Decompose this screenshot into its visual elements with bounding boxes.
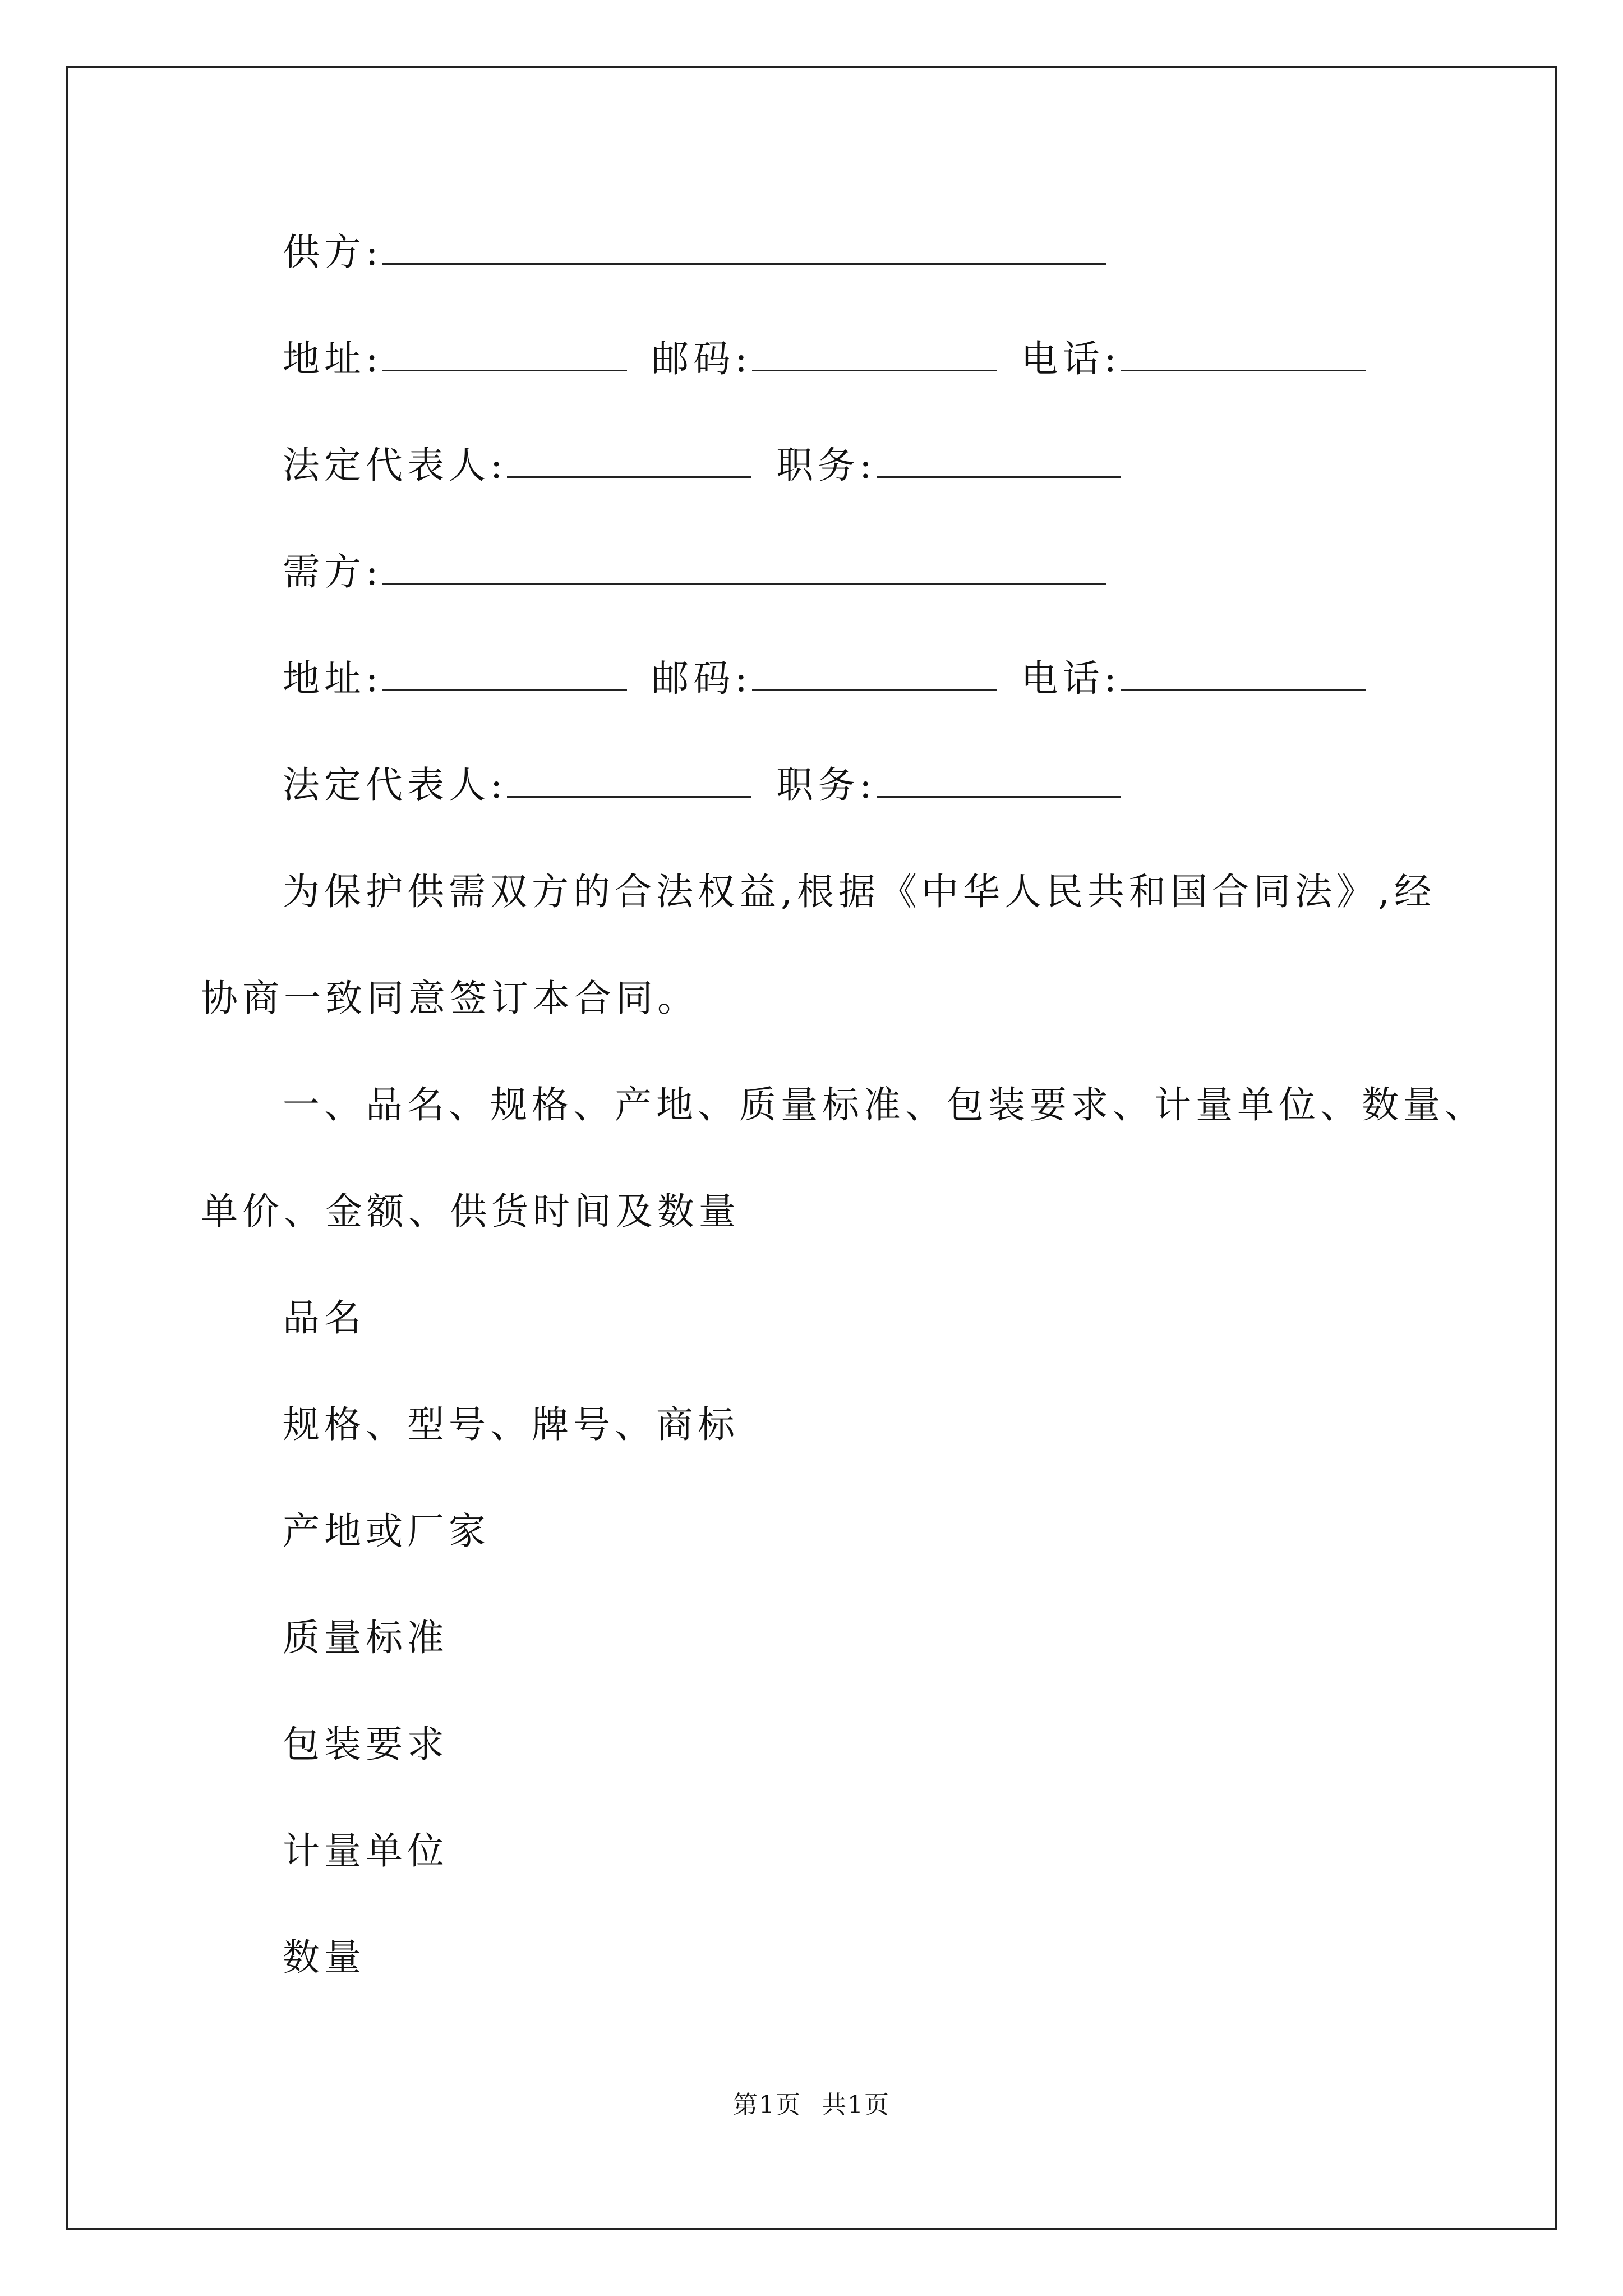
supplier-contact-row <box>283 337 1390 381</box>
list-item: 计量单位 <box>283 1829 449 1872</box>
intro-line-2: 协商一致同意签订本合同。 <box>201 977 699 1020</box>
supplier-address-label: 地址: <box>283 337 383 380</box>
list-item: 产地或厂家 <box>283 1510 490 1553</box>
buyer-postcode-field[interactable] <box>752 658 997 691</box>
supplier-postcode-field[interactable] <box>752 338 997 371</box>
list-item: 数量 <box>283 1936 366 1979</box>
list-item: 品名 <box>283 1296 366 1340</box>
buyer-label: 需方: <box>283 550 383 593</box>
buyer-name-row <box>283 550 1131 595</box>
supplier-label: 供方: <box>283 231 383 274</box>
supplier-address-field[interactable] <box>382 338 627 371</box>
supplier-legal-rep-field[interactable] <box>507 445 751 478</box>
buyer-address-field[interactable] <box>382 658 627 691</box>
buyer-rep-row <box>283 763 1146 808</box>
page-number: 第1页 <box>733 2091 801 2119</box>
supplier-legal-rep-label: 法定代表人: <box>283 444 508 487</box>
supplier-postcode-label: 邮码: <box>652 337 752 380</box>
list-item: 规格、型号、牌号、商标 <box>283 1403 739 1446</box>
list-item: 包装要求 <box>283 1723 449 1766</box>
page-footer <box>0 2090 1623 2121</box>
supplier-phone-label: 电话: <box>1021 337 1121 380</box>
buyer-phone-label: 电话: <box>1021 657 1121 700</box>
supplier-name-row <box>283 230 1131 275</box>
section-1-heading-line-1: 一、品名、规格、产地、质量标准、包装要求、计量单位、数量、 <box>283 1083 1486 1126</box>
buyer-position-field[interactable] <box>877 765 1121 798</box>
supplier-name-field[interactable] <box>382 232 1106 265</box>
supplier-phone-field[interactable] <box>1121 338 1366 371</box>
supplier-rep-row <box>283 443 1146 488</box>
buyer-legal-rep-field[interactable] <box>507 765 751 798</box>
buyer-postcode-label: 邮码: <box>652 657 752 700</box>
buyer-contact-row <box>283 656 1390 701</box>
buyer-phone-field[interactable] <box>1121 658 1366 691</box>
supplier-position-field[interactable] <box>877 445 1121 478</box>
intro-line-1: 为保护供需双方的合法权益,根据《中华人民共和国合同法》,经 <box>283 870 1436 913</box>
buyer-name-field[interactable] <box>382 551 1106 585</box>
section-1-heading-line-2: 单价、金额、供货时间及数量 <box>201 1190 740 1233</box>
buyer-address-label: 地址: <box>283 657 383 700</box>
buyer-legal-rep-label: 法定代表人: <box>283 763 508 807</box>
page-border <box>66 66 1557 2230</box>
list-item: 质量标准 <box>283 1616 449 1659</box>
page-total: 共1页 <box>822 2091 890 2119</box>
supplier-position-label: 职务: <box>776 444 877 487</box>
buyer-position-label: 职务: <box>776 763 877 807</box>
